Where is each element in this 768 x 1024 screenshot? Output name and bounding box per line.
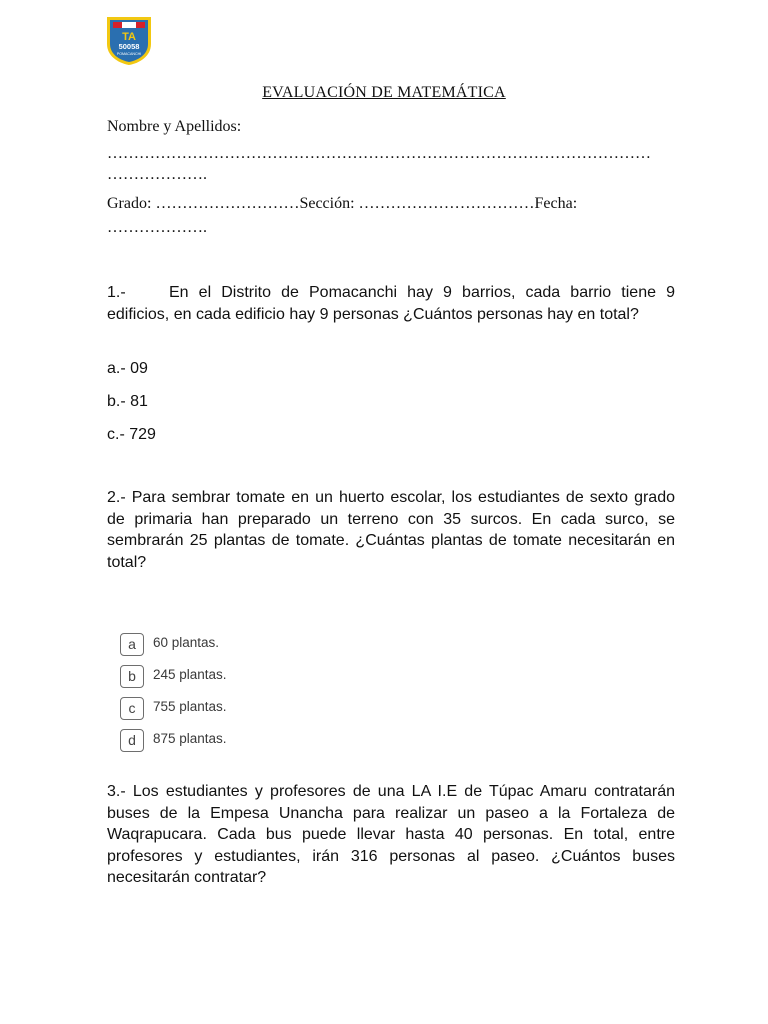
- choice-a-letter-box[interactable]: a: [120, 633, 144, 656]
- choice-b-label: 245 plantas.: [153, 667, 227, 682]
- question-1-number: 1.-: [107, 284, 126, 301]
- choice-d-letter-box[interactable]: d: [120, 729, 144, 752]
- question-1-text: En el Distrito de Pomacanchi hay 9 barrios, cada barrio tiene 9 edificios, en cada edificio hay 9 personas ¿Cuántos personas hay en total?: [107, 284, 675, 323]
- seccion-dots[interactable]: ……………………………: [358, 195, 535, 212]
- fecha-dots[interactable]: ……………….: [107, 219, 207, 236]
- question-1-option-b[interactable]: b.- 81: [107, 393, 148, 410]
- logo-line1: TA: [122, 31, 136, 43]
- page-title: EVALUACIÓN DE MATEMÁTICA: [262, 84, 506, 101]
- logo-line3: POMACANCHI: [116, 52, 142, 56]
- grado-label: Grado:: [107, 195, 152, 212]
- logo-line2: 50058: [118, 42, 140, 51]
- school-shield-icon: [104, 14, 154, 66]
- choice-d-label: 875 plantas.: [153, 731, 227, 746]
- question-3-text: 3.- Los estudiantes y profesores de una LA I.E de Túpac Amaru contratarán buses de la Empesa Unancha para realizar un paseo a la Fortaleza de Waqrapucara. Cada bus puede llevar hasta 40 personas. En total, entre profesores y estudiantes, irán 316 personas al paseo. ¿Cuántos buses necesitarán contratar?: [107, 783, 675, 886]
- grado-dots[interactable]: ………………………: [155, 195, 300, 212]
- question-1-option-c[interactable]: c.- 729: [107, 426, 156, 443]
- nombre-dots-continuation[interactable]: ……………….: [107, 166, 207, 183]
- choice-b-letter-box[interactable]: b: [120, 665, 144, 688]
- seccion-label: Sección:: [299, 195, 355, 212]
- choice-c-label: 755 plantas.: [153, 699, 227, 714]
- question-2-text: 2.- Para sembrar tomate en un huerto escolar, los estudiantes de sexto grado de primaria han preparado un terreno con 35 surcos. En cada surco, se sembrarán 25 plantas de tomate. ¿Cuántas plantas de tomate necesitarán en total?: [107, 489, 675, 571]
- question-1-option-a[interactable]: a.- 09: [107, 360, 148, 377]
- choice-c-letter-box[interactable]: c: [120, 697, 144, 720]
- school-logo: [104, 14, 154, 66]
- fecha-label: Fecha:: [534, 195, 578, 212]
- choice-a-label: 60 plantas.: [153, 635, 220, 650]
- nombre-dots-line[interactable]: …………………………………………………………………………………………: [107, 145, 651, 162]
- grado-seccion-fecha-line: [107, 195, 577, 213]
- question-1: [107, 282, 675, 325]
- nombre-label: Nombre y Apellidos:: [107, 118, 242, 135]
